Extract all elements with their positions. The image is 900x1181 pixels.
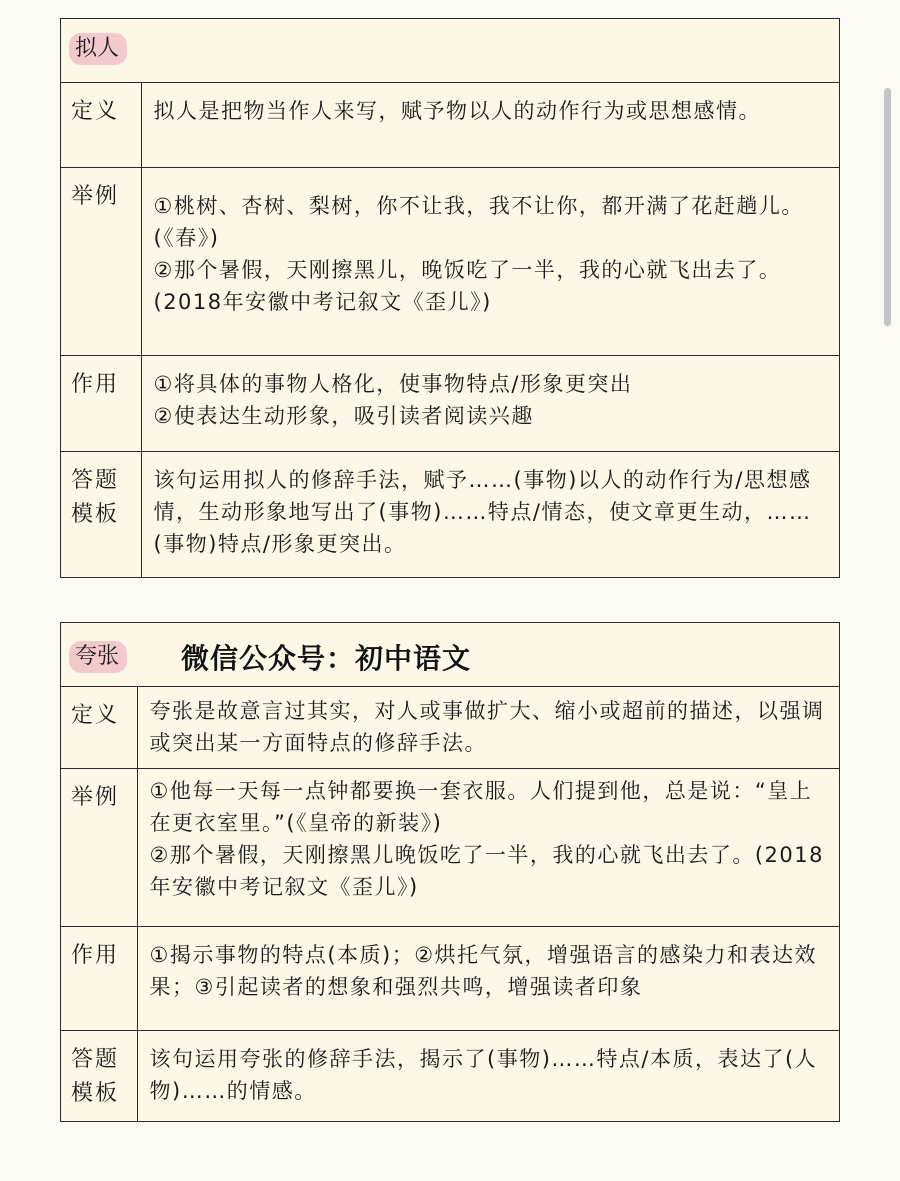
scrollbar-thumb[interactable] bbox=[884, 88, 891, 326]
row-text: 拟人是把物当作人来写，赋予物以人的动作行为或思想感情。 bbox=[153, 98, 761, 123]
card-personification bbox=[60, 18, 840, 578]
row-label: 答题模板 bbox=[61, 451, 141, 577]
row-text: ①桃树、杏树、梨树，你不让我，我不让你，都开满了花赶趟儿。(《春》) bbox=[153, 193, 804, 250]
row-text: ②那个暑假，天刚擦黑儿晚饭吃了一半，我的心就飞出去了。(2018年安徽中考记叙文《歪儿》) bbox=[149, 842, 824, 899]
table-row-definition bbox=[61, 686, 839, 768]
row-text: ①将具体的事物人格化，使事物特点/形象更突出 bbox=[153, 371, 633, 396]
table-row-template bbox=[61, 1030, 839, 1121]
row-label: 作用 bbox=[61, 355, 141, 451]
row-text: 夸张是故意言过其实，对人或事做扩大、缩小或超前的描述，以强调或突出某一方面特点的修辞手法。 bbox=[149, 698, 825, 755]
table-row-definition bbox=[61, 82, 839, 167]
table-row-examples bbox=[61, 768, 839, 926]
row-text: 该句运用夸张的修辞手法，揭示了(事物)……特点/本质，表达了(人物)……的情感。 bbox=[149, 1046, 818, 1103]
card-title: 夸张 bbox=[69, 641, 127, 673]
row-label: 答题模板 bbox=[61, 1030, 137, 1121]
row-label: 举例 bbox=[61, 768, 137, 926]
row-text: ①揭示事物的特点(本质)；②烘托气氛，增强语言的感染力和表达效果；③引起读者的想象和强烈共鸣，增强读者印象 bbox=[149, 942, 818, 999]
row-label: 作用 bbox=[61, 926, 137, 1030]
hyperbole-table bbox=[61, 623, 839, 1121]
card-title-row bbox=[61, 623, 839, 686]
row-label: 定义 bbox=[61, 686, 137, 768]
table-row-effect bbox=[61, 355, 839, 451]
card-hyperbole bbox=[60, 622, 840, 1122]
row-label: 举例 bbox=[61, 167, 141, 355]
row-text: ②使表达生动形象，吸引读者阅读兴趣 bbox=[153, 403, 534, 428]
row-text: ①他每一天每一点钟都要换一套衣服。人们提到他，总是说：“皇上在更衣室里。”(《皇帝的新装》) bbox=[149, 778, 813, 835]
row-text: ②那个暑假，天刚擦黑儿，晚饭吃了一半，我的心就飞出去了。(2018年安徽中考记叙文《歪儿》) bbox=[153, 257, 782, 314]
card-title: 拟人 bbox=[69, 33, 127, 65]
table-row-effect bbox=[61, 926, 839, 1030]
table-row-examples bbox=[61, 167, 839, 355]
row-label: 定义 bbox=[61, 82, 141, 167]
personification-table bbox=[61, 19, 839, 577]
row-text: 该句运用拟人的修辞手法，赋予……(事物)以人的动作行为/思想感情，生动形象地写出了(事物)……特点/情态，使文章更生动，……(事物)特点/形象更突出。 bbox=[153, 467, 812, 556]
wechat-watermark: 微信公众号：初中语文 bbox=[181, 642, 472, 675]
table-row-template bbox=[61, 451, 839, 577]
card-title-row bbox=[61, 19, 839, 82]
